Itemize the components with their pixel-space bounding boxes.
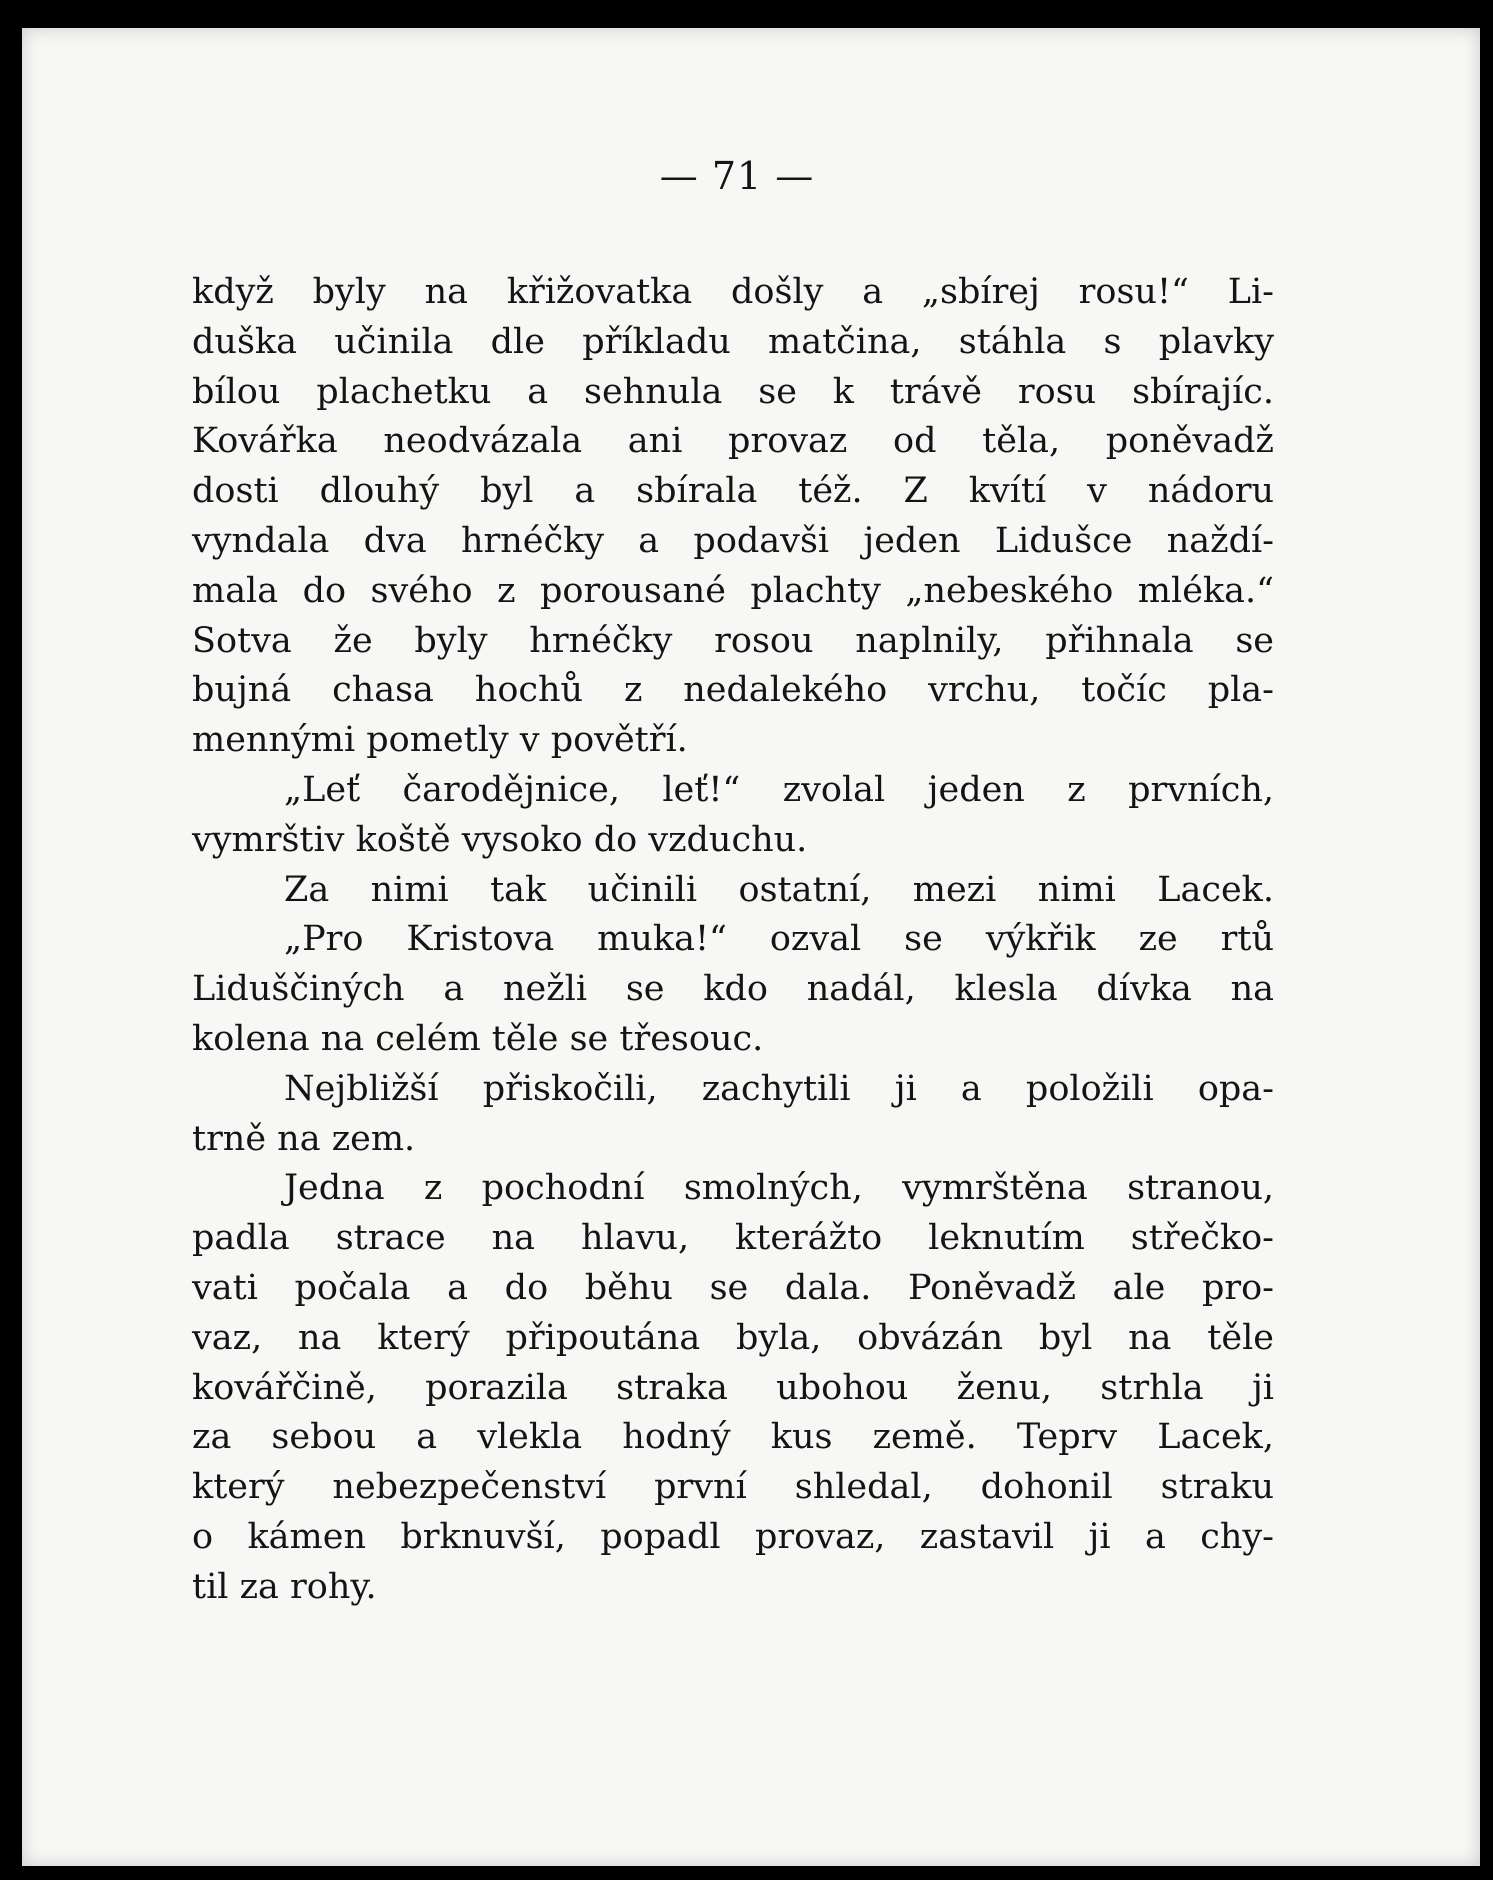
body-text [192, 268, 1274, 1613]
text-line: dosti dlouhý byl a sbírala též. Z kvítí v nádoru [192, 471, 1274, 512]
text-line: o kámen brknuvší, popadl provaz, zastavil ji a chy- [192, 1516, 1274, 1557]
book-page [22, 28, 1480, 1866]
text-line: který nebezpečenství první shledal, dohonil straku [192, 1467, 1274, 1508]
text-line: vymrštiv koště vysoko do vzduchu. [192, 819, 808, 860]
text-line: til za rohy. [192, 1566, 377, 1607]
text-line: Sotva že byly hrnéčky rosou naplnily, přihnala se [192, 620, 1274, 661]
text-line: Nejbližší přiskočili, zachytili ji a položili opa- [284, 1068, 1274, 1109]
text-line: mennými pometly v povětří. [192, 720, 688, 761]
text-line: Za nimi tak učinili ostatní, mezi nimi Lacek. [284, 869, 1274, 910]
text-line: padla strace na hlavu, kterážto leknutím střečko- [192, 1218, 1274, 1259]
text-line: Kovářka neodvázala ani provaz od těla, poněvadž [192, 421, 1274, 462]
text-line: vaz, na který připoutána byla, obvázán byl na těle [192, 1317, 1274, 1358]
text-line: vyndala dva hrnéčky a podavši jeden Lidušce naždí- [192, 520, 1274, 561]
text-line: mala do svého z porousané plachty „nebeského mléka.“ [192, 570, 1274, 611]
page-number: — 71 — [659, 154, 815, 198]
text-line: kolena na celém těle se třesouc. [192, 1018, 764, 1059]
text-line: Liduščiných a nežli se kdo nadál, klesla dívka na [192, 969, 1274, 1010]
text-line: když byly na křižovatka došly a „sbírej rosu!“ Li- [192, 272, 1274, 312]
text-line: bujná chasa hochů z nedalekého vrchu, točíc pla- [192, 670, 1274, 711]
text-line: bílou plachetku a sehnula se k trávě rosu sbírajíc. [192, 371, 1274, 412]
text-line: „Leť čarodějnice, leť!“ zvolal jeden z prvních, [284, 769, 1274, 810]
text-line: „Pro Kristova muka!“ ozval se výkřik ze rtů [284, 919, 1274, 960]
text-line: kovářčině, porazila straka ubohou ženu, strhla ji [192, 1367, 1274, 1408]
text-line: vati počala a do běhu se dala. Poněvadž ale pro- [192, 1267, 1274, 1308]
text-line: duška učinila dle příkladu matčina, stáhla s plavky [192, 321, 1274, 362]
text-line: za sebou a vlekla hodný kus země. Teprv Lacek, [192, 1417, 1274, 1458]
text-line: Jedna z pochodní smolných, vymrštěna stranou, [284, 1168, 1274, 1209]
text-line: trně na zem. [192, 1118, 416, 1159]
